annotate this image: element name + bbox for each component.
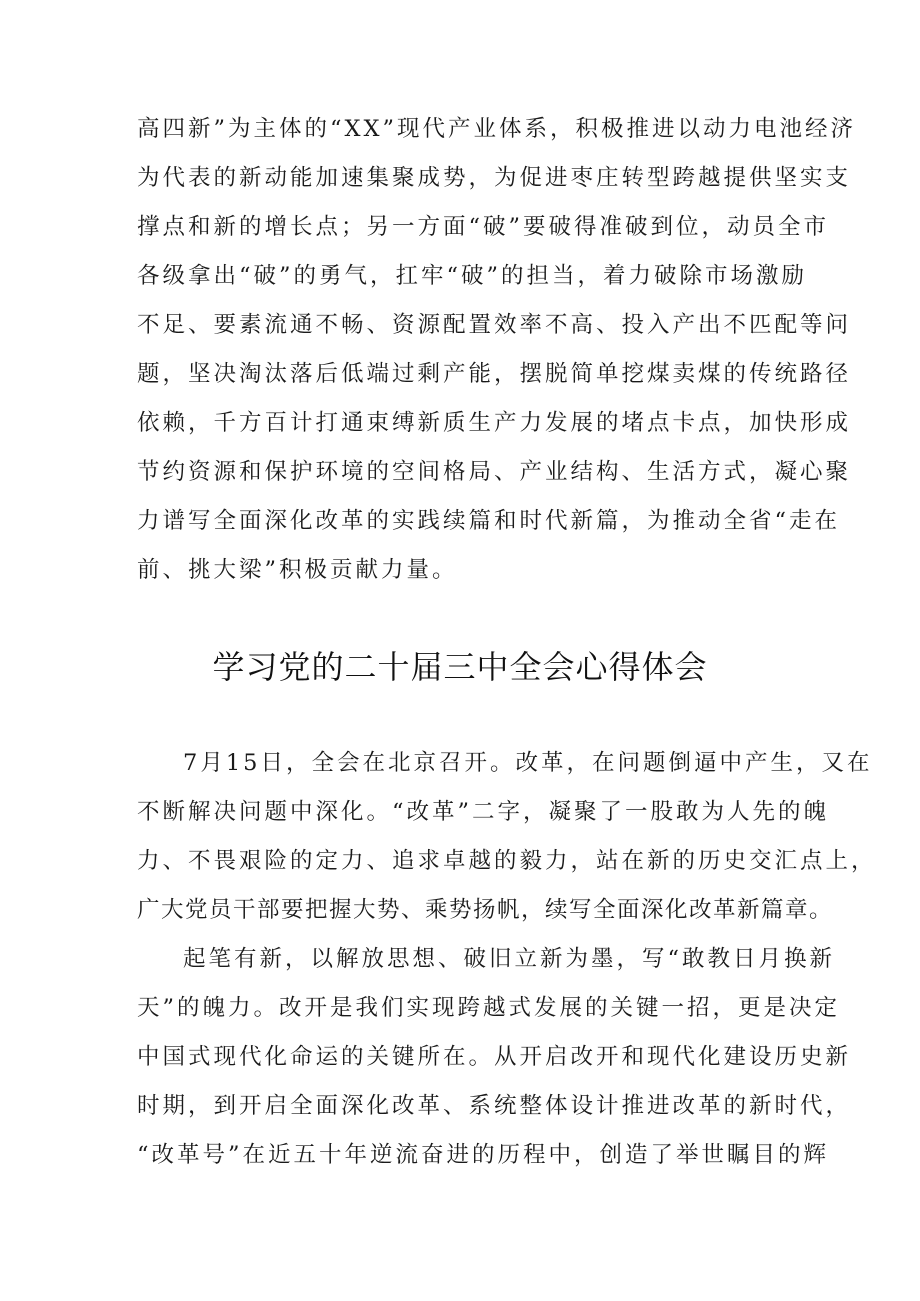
text-line: 力谱写全面深化改革的实践续篇和时代新篇，为推动全省“走在 xyxy=(137,508,841,534)
text-line: 力、不畏艰险的定力、追求卓越的毅力，站在新的历史交汇点上， xyxy=(137,848,877,874)
text-line: 时期，到开启全面深化改革、系统整体设计推进改革的新时代， xyxy=(137,1093,852,1119)
text-line: 前、挑大梁”积极贡献力量。 xyxy=(137,557,458,583)
text-line: 天”的魄力。改开是我们实现跨越式发展的关键一招，更是决定 xyxy=(137,995,841,1021)
text-line: 节约资源和保护环境的空间格局、产业结构、生活方式，凝心聚 xyxy=(137,459,852,485)
text-line: 7月15日，全会在北京召开。改革，在问题倒逼中产生，又在 xyxy=(183,750,873,776)
text-line: 广大党员干部要把握大势、乘势扬帆，续写全面深化改革新篇章。 xyxy=(137,897,834,923)
text-line: 中国式现代化命运的关键所在。从开启改开和现代化建设历史新 xyxy=(137,1044,852,1070)
text-line: 不断解决问题中深化。“改革”二字，凝聚了一股敢为人先的魄 xyxy=(137,799,830,825)
text-line: 撑点和新的增长点；另一方面“破”要破得准破到位，动员全市 xyxy=(137,214,830,240)
text-line: 依赖，千方百计打通束缚新质生产力发展的堵点卡点，加快形成 xyxy=(137,410,852,436)
text-line: 题，坚决淘汰落后低端过剩产能，摆脱简单挖煤卖煤的传统路径 xyxy=(137,361,852,387)
document-title: 学习党的二十届三中全会心得体会 xyxy=(212,648,708,686)
text-line: 不足、要素流通不畅、资源配置效率不高、投入产出不匹配等问 xyxy=(137,312,852,338)
text-line: 高四新”为主体的“XX”现代产业体系，积极推进以动力电池经济 xyxy=(137,116,857,142)
text-line: 为代表的新动能加速集聚成势，为促进枣庄转型跨越提供坚实支 xyxy=(137,165,852,191)
text-line: “改革号”在近五十年逆流奋进的历程中，创造了举世瞩目的辉 xyxy=(137,1142,830,1168)
text-line: 各级拿出“破”的勇气，扛牢“破”的担当，着力破除市场激励 xyxy=(137,263,808,289)
text-line: 起笔有新，以解放思想、破旧立新为墨，写“敢教日月换新 xyxy=(183,946,836,972)
